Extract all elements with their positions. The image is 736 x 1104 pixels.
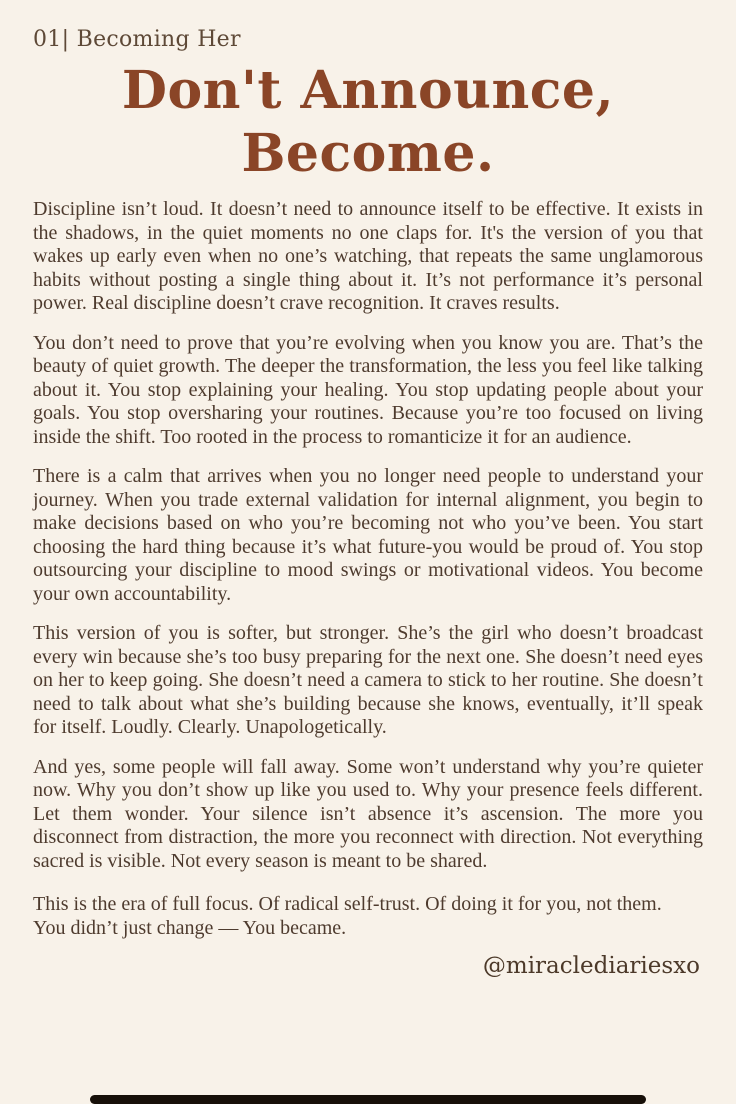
closing-line-1: This is the era of full focus. Of radical self-trust. Of doing it for you, not them. [33,893,662,915]
home-indicator-bar [90,1095,646,1104]
paragraph-fall-away: And yes, some people will fall away. Some won’t understand why you’re quieter now. Why you don’t show up like you used to. Why your presence feels different. Let them wonder. Your silence isn’t absence it’s ascension. The more you disconnect from distraction, the more you reconnect with direction. Not everything sacred is visible. Not every season is meant to be shared. [33,755,703,872]
closing-line-2: You didn’t just change — You became. [33,916,347,939]
paragraph-discipline: Discipline isn’t loud. It doesn’t need to announce itself to be effective. It exists in the shadows, in the quiet moments no one claps for. It's the version of you that wakes up early even when no one’s watching, that repeats the same unglamorous habits without posting a single thing about it. It’s not performance it’s personal power. Real discipline doesn’t crave recognition. It craves results. [33,198,703,314]
article-body [33,198,703,940]
paragraph-softer-stronger: This version of you is softer, but stronger. She’s the girl who doesn’t broadcast every win because she’s too busy preparing for the next one. She doesn’t need eyes on her to keep going. She doesn’t need a camera to stick to her routine. She doesn’t need to talk about what she’s building because she knows, eventually, it’ll speak for itself. Loudly. Clearly. Unapologetically. [33,622,703,738]
title-line-2: Become. [241,123,495,184]
social-handle: @miraclediariesxo [482,953,700,979]
series-label: 01| Becoming Her [33,27,241,52]
paragraph-quiet-growth: You don’t need to prove that you’re evolving when you know you are. That’s the beauty of quiet growth. The deeper the transformation, the less you feel like talking about it. You stop explaining your healing. You stop updating people about your goals. You stop oversharing your routines. Because you’re too focused on living inside the shift. Too rooted in the process to romanticize it for an audience. [33,331,703,448]
footer [33,953,700,979]
paragraph-calm: There is a calm that arrives when you no longer need people to understand your journey. When you trade external validation for internal alignment, you begin to make decisions based on who you’re becoming not who you’ve been. You start choosing the hard thing because it’s what future-you would be proud of. You stop outsourcing your discipline to mood swings or motivational videos. You become your own accountability. [33,465,703,605]
page-title [20,59,716,185]
closing-block [33,893,703,940]
title-line-1: Don't Announce, [121,60,615,121]
